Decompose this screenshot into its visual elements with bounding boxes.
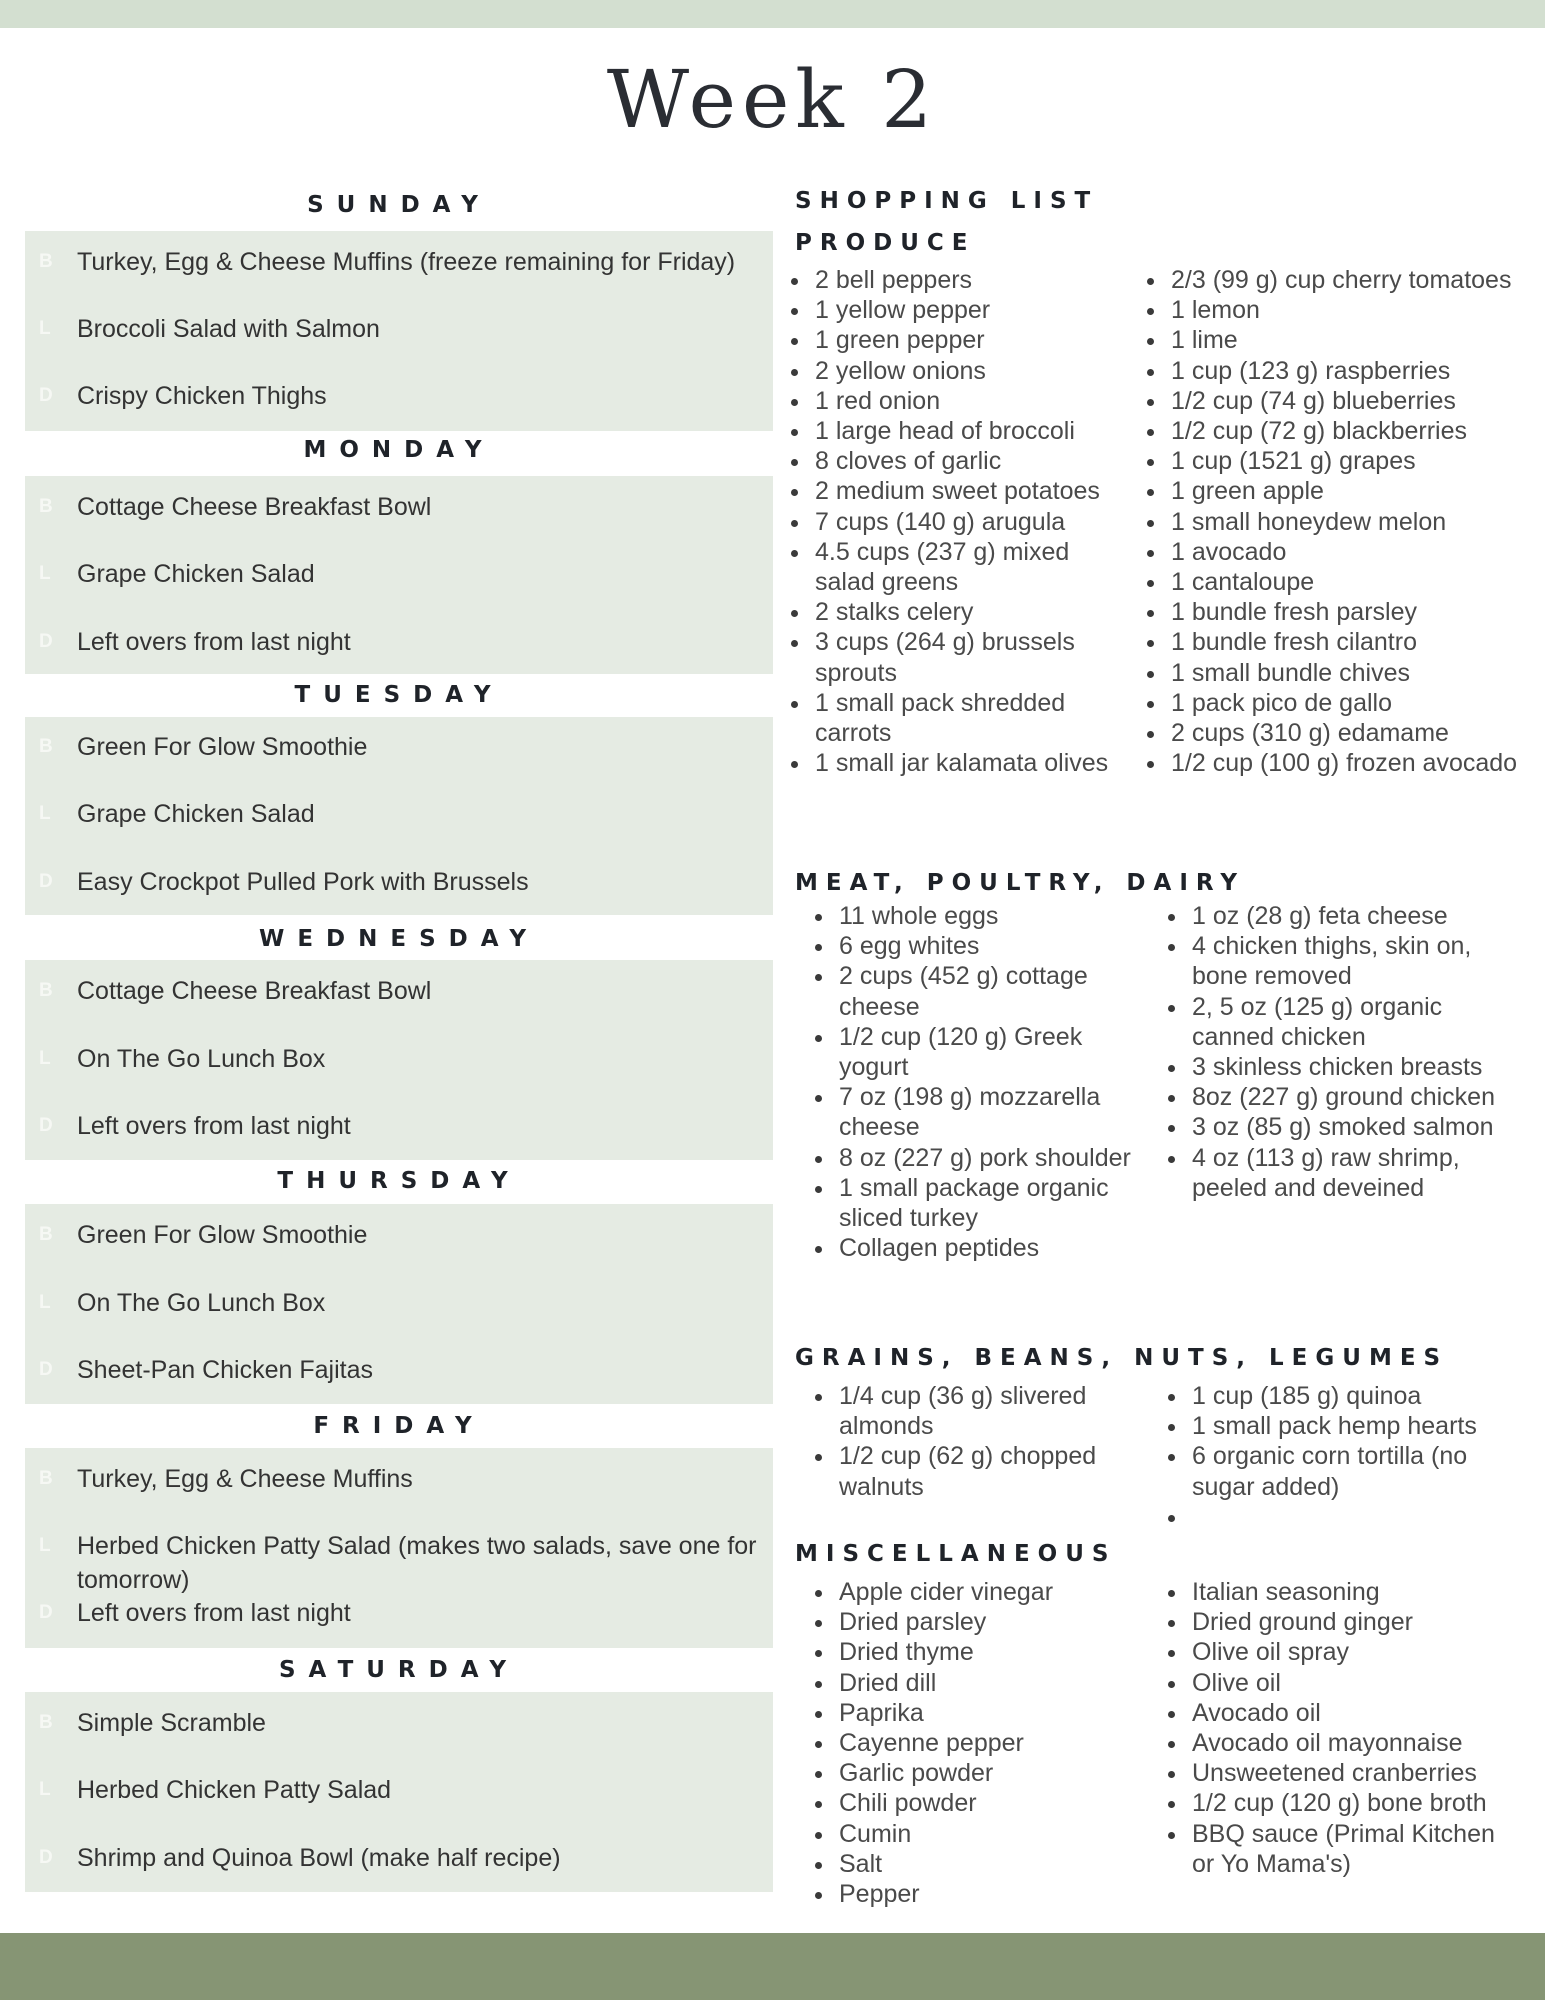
- shopping-item: 1 avocado: [1144, 537, 1519, 567]
- shopping-item: 3 oz (85 g) smoked salmon: [1165, 1112, 1510, 1142]
- meal-item: [39, 1286, 757, 1320]
- shopping-item: Italian seasoning: [1165, 1577, 1520, 1607]
- shopping-item: 2 bell peppers: [788, 265, 1118, 295]
- day-heading-thursday: THURSDAY: [277, 1168, 521, 1194]
- shopping-item: Avocado oil: [1165, 1698, 1520, 1728]
- meal-item: [39, 490, 757, 524]
- meal-text: Green For Glow Smoothie: [77, 1221, 368, 1249]
- meal-letter: D: [39, 1602, 53, 1623]
- meal-item: [39, 865, 757, 899]
- shopping-item: 1 cup (185 g) quinoa: [1165, 1381, 1520, 1411]
- meal-text: Sheet-Pan Chicken Fajitas: [77, 1356, 373, 1384]
- meal-item: [39, 797, 757, 831]
- meat-list-2: [1165, 901, 1510, 1203]
- meal-letter: D: [39, 631, 53, 652]
- meal-text: Turkey, Egg & Cheese Muffins: [77, 1465, 413, 1493]
- meal-item: [39, 1529, 757, 1597]
- shopping-item: Pepper: [812, 1879, 1142, 1909]
- meal-text: Cottage Cheese Breakfast Bowl: [77, 977, 432, 1005]
- shopping-item: 1 cup (123 g) raspberries: [1144, 356, 1519, 386]
- shopping-item: 1 cantaloupe: [1144, 567, 1519, 597]
- shopping-item: Dried parsley: [812, 1607, 1142, 1637]
- shopping-item: Apple cider vinegar: [812, 1577, 1142, 1607]
- shopping-item: 1 bundle fresh parsley: [1144, 597, 1519, 627]
- shopping-item: Olive oil spray: [1165, 1637, 1520, 1667]
- meal-text: Herbed Chicken Patty Salad (makes two salads, save one for tomorrow): [77, 1532, 757, 1594]
- shopping-item: 1/2 cup (100 g) frozen avocado: [1144, 748, 1519, 778]
- day-heading-sunday: SUNDAY: [307, 192, 491, 218]
- meal-text: Turkey, Egg & Cheese Muffins (freeze remaining for Friday): [77, 248, 736, 276]
- meal-letter: L: [39, 1535, 51, 1556]
- meal-text: Grape Chicken Salad: [77, 800, 315, 828]
- shopping-item: 8oz (227 g) ground chicken: [1165, 1082, 1510, 1112]
- day-meals-saturday: [25, 1692, 773, 1892]
- meal-item: [39, 1462, 757, 1496]
- meal-letter: B: [39, 1224, 53, 1245]
- shopping-item: 1/4 cup (36 g) slivered almonds: [812, 1381, 1142, 1441]
- meal-item: [39, 1042, 757, 1076]
- shopping-item: 1 small pack hemp hearts: [1165, 1411, 1520, 1441]
- shopping-item: 2 medium sweet potatoes: [788, 476, 1118, 506]
- shopping-item: 1 yellow pepper: [788, 295, 1118, 325]
- meal-letter: L: [39, 803, 51, 824]
- shopping-item: 7 oz (198 g) mozzarella cheese: [812, 1082, 1142, 1142]
- day-meals-friday: [25, 1448, 773, 1648]
- meal-letter: B: [39, 736, 53, 757]
- top-band: [0, 0, 1545, 28]
- shopping-item: 1/2 cup (120 g) Greek yogurt: [812, 1022, 1142, 1082]
- grains-heading: GRAINS, BEANS, NUTS, LEGUMES: [795, 1345, 1449, 1371]
- shopping-item: 1/2 cup (74 g) blueberries: [1144, 386, 1519, 416]
- meal-text: Shrimp and Quinoa Bowl (make half recipe): [77, 1844, 561, 1872]
- shopping-item: 1 oz (28 g) feta cheese: [1165, 901, 1510, 931]
- shopping-item: Paprika: [812, 1698, 1142, 1728]
- shopping-item: 1 small bundle chives: [1144, 658, 1519, 688]
- shopping-item: Dried ground ginger: [1165, 1607, 1520, 1637]
- grains-list-1: [812, 1381, 1142, 1502]
- meat-list-1: [812, 901, 1142, 1263]
- shopping-item: 1/2 cup (72 g) blackberries: [1144, 416, 1519, 446]
- meal-item: [39, 312, 757, 346]
- meal-item: [39, 1218, 757, 1252]
- produce-heading: PRODUCE: [795, 230, 976, 256]
- meal-item: [39, 1109, 757, 1143]
- shopping-item: 2, 5 oz (125 g) organic canned chicken: [1165, 992, 1510, 1052]
- meal-item: [39, 1706, 757, 1740]
- day-heading-monday: MONDAY: [303, 437, 495, 463]
- meal-text: Left overs from last night: [77, 628, 351, 656]
- day-meals-tuesday: [25, 717, 773, 915]
- shopping-item: 1 small pack shredded carrots: [788, 688, 1118, 748]
- shopping-item: Cumin: [812, 1819, 1142, 1849]
- shopping-item: 1/2 cup (62 g) chopped walnuts: [812, 1441, 1142, 1501]
- day-meals-wednesday: [25, 960, 773, 1160]
- misc-list-2: [1165, 1577, 1520, 1879]
- shopping-item: 3 cups (264 g) brussels sprouts: [788, 627, 1118, 687]
- meal-item: [39, 245, 757, 279]
- day-heading-tuesday: TUESDAY: [294, 682, 504, 708]
- day-meals-sunday: [25, 231, 773, 431]
- meal-letter: D: [39, 1847, 53, 1868]
- meal-letter: B: [39, 496, 53, 517]
- meal-letter: L: [39, 1779, 51, 1800]
- shopping-item: 2 cups (310 g) edamame: [1144, 718, 1519, 748]
- shopping-item: 8 oz (227 g) pork shoulder: [812, 1143, 1142, 1173]
- meal-text: Crispy Chicken Thighs: [77, 382, 327, 410]
- page-title: Week 2: [606, 53, 939, 146]
- shopping-item: 1 red onion: [788, 386, 1118, 416]
- shopping-item: 1 small honeydew melon: [1144, 507, 1519, 537]
- meal-letter: B: [39, 1468, 53, 1489]
- meal-letter: D: [39, 385, 53, 406]
- meal-letter: B: [39, 1712, 53, 1733]
- produce-list-2: [1144, 265, 1519, 778]
- shopping-item: Dried thyme: [812, 1637, 1142, 1667]
- meal-letter: L: [39, 318, 51, 339]
- meal-item: [39, 730, 757, 764]
- shopping-item: Salt: [812, 1849, 1142, 1879]
- meal-text: Broccoli Salad with Salmon: [77, 315, 380, 343]
- shopping-item: 2 yellow onions: [788, 356, 1118, 386]
- meal-text: On The Go Lunch Box: [77, 1045, 326, 1073]
- shopping-item: 1 lime: [1144, 325, 1519, 355]
- shopping-item: Olive oil: [1165, 1668, 1520, 1698]
- shopping-item: 6 organic corn tortilla (no sugar added): [1165, 1441, 1520, 1501]
- shopping-item: Unsweetened cranberries: [1165, 1758, 1520, 1788]
- shopping-item: 1 bundle fresh cilantro: [1144, 627, 1519, 657]
- meal-text: Grape Chicken Salad: [77, 560, 315, 588]
- shopping-item: 8 cloves of garlic: [788, 446, 1118, 476]
- meal-item: [39, 1773, 757, 1807]
- meal-text: Herbed Chicken Patty Salad: [77, 1776, 392, 1804]
- shopping-item: [1165, 1502, 1520, 1532]
- meal-text: Green For Glow Smoothie: [77, 733, 368, 761]
- meal-letter: B: [39, 980, 53, 1001]
- shopping-item: 7 cups (140 g) arugula: [788, 507, 1118, 537]
- shopping-item: 2 stalks celery: [788, 597, 1118, 627]
- meal-letter: B: [39, 251, 53, 272]
- shopping-item: 1 cup (1521 g) grapes: [1144, 446, 1519, 476]
- day-heading-friday: FRIDAY: [313, 1413, 485, 1439]
- shopping-item: 1 large head of broccoli: [788, 416, 1118, 446]
- meal-item: [39, 379, 757, 413]
- day-heading-saturday: SATURDAY: [278, 1657, 519, 1683]
- shopping-item: 2/3 (99 g) cup cherry tomatoes: [1144, 265, 1519, 295]
- shopping-item: 1/2 cup (120 g) bone broth: [1165, 1788, 1520, 1818]
- meal-text: Easy Crockpot Pulled Pork with Brussels: [77, 868, 529, 896]
- shopping-item: Garlic powder: [812, 1758, 1142, 1788]
- shopping-item: 4 chicken thighs, skin on, bone removed: [1165, 931, 1510, 991]
- shopping-item: Avocado oil mayonnaise: [1165, 1728, 1520, 1758]
- meal-item: [39, 1353, 757, 1387]
- meal-letter: D: [39, 871, 53, 892]
- day-meals-monday: [25, 476, 773, 674]
- grains-list-2: [1165, 1381, 1520, 1532]
- shopping-item: 6 egg whites: [812, 931, 1142, 961]
- shopping-item: Dried dill: [812, 1668, 1142, 1698]
- meal-text: Left overs from last night: [77, 1112, 351, 1140]
- shopping-item: 1 lemon: [1144, 295, 1519, 325]
- misc-list-1: [812, 1577, 1142, 1909]
- shopping-item: 2 cups (452 g) cottage cheese: [812, 961, 1142, 1021]
- meal-letter: L: [39, 1292, 51, 1313]
- shopping-item: 1 green apple: [1144, 476, 1519, 506]
- meal-item: [39, 557, 757, 591]
- meal-letter: D: [39, 1115, 53, 1136]
- meal-item: [39, 1596, 757, 1630]
- bottom-band: [0, 1933, 1545, 2000]
- produce-list-1: [788, 265, 1118, 778]
- meat-heading: MEAT, POULTRY, DAIRY: [795, 870, 1245, 896]
- meal-item: [39, 625, 757, 659]
- shopping-item: 3 skinless chicken breasts: [1165, 1052, 1510, 1082]
- meal-text: Simple Scramble: [77, 1709, 266, 1737]
- meal-letter: L: [39, 563, 51, 584]
- shopping-item: 4 oz (113 g) raw shrimp, peeled and deveined: [1165, 1143, 1510, 1203]
- shopping-item: 1 pack pico de gallo: [1144, 688, 1519, 718]
- meal-item: [39, 974, 757, 1008]
- misc-heading: MISCELLANEOUS: [795, 1541, 1117, 1567]
- meal-letter: D: [39, 1359, 53, 1380]
- shopping-item: Collagen peptides: [812, 1233, 1142, 1263]
- shopping-item: 1 small package organic sliced turkey: [812, 1173, 1142, 1233]
- meal-text: Left overs from last night: [77, 1599, 351, 1627]
- meal-item: [39, 1841, 757, 1875]
- shopping-item: Cayenne pepper: [812, 1728, 1142, 1758]
- day-heading-wednesday: WEDNESDAY: [258, 926, 540, 952]
- shopping-item: Chili powder: [812, 1788, 1142, 1818]
- shopping-item: 1 green pepper: [788, 325, 1118, 355]
- shopping-item: BBQ sauce (Primal Kitchen or Yo Mama's): [1165, 1819, 1520, 1879]
- meal-text: Cottage Cheese Breakfast Bowl: [77, 493, 432, 521]
- shopping-item: 4.5 cups (237 g) mixed salad greens: [788, 537, 1118, 597]
- shopping-list-title: SHOPPING LIST: [795, 188, 1099, 214]
- day-meals-thursday: [25, 1204, 773, 1404]
- shopping-item: 1 small jar kalamata olives: [788, 748, 1118, 778]
- meal-text: On The Go Lunch Box: [77, 1289, 326, 1317]
- shopping-item: 11 whole eggs: [812, 901, 1142, 931]
- meal-letter: L: [39, 1048, 51, 1069]
